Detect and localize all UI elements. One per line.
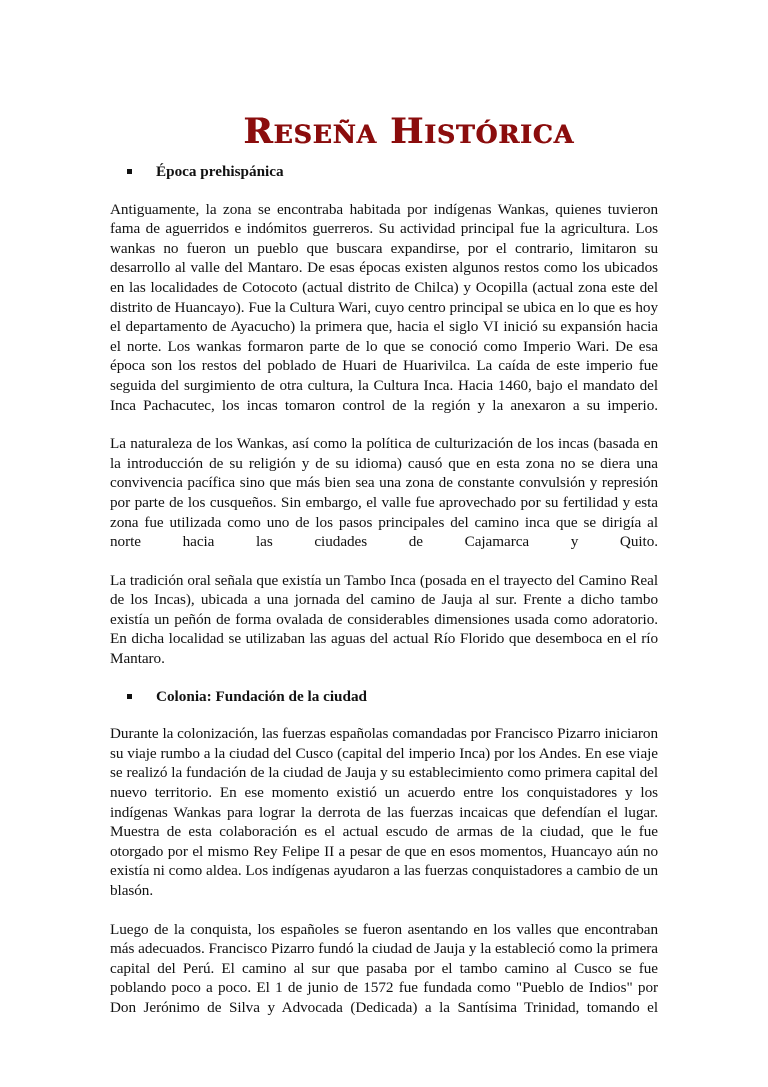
paragraph: Luego de la conquista, los españoles se fueron asentando en los valles que encontraban más adecuados. Francisco Pizarro fundó la ciudad de Jauja y la estableció como la primera capital del Perú. El camino al sur que pasaba por el tambo camino al Cusco se fue poblando poco a poco. El 1 de junio de 1572 fue fundada como "Pueblo de Indios" por Don Jerónimo de Silva y Advocada (Dedicada) a la Santísima Trinidad, tomando el — [110, 920, 658, 1016]
paragraph: Durante la colonización, las fuerzas españolas comandadas por Francisco Pizarro iniciaron su viaje rumbo a la ciudad del Cusco (capital del imperio Inca) por los Andes. En ese viaje se realizó la fundación de la ciudad de Jauja y su establecimiento como primera capital del nuevo territorio. En ese momento existió un acuerdo entre los conquistadores y los indígenas Wankas para lograr la derrota de las fuerzas incaicas que defendían el lugar. Muestra de esta colaboración es el actual escudo de armas de la ciudad, que le fue otorgado por el mismo Rey Felipe II a pesar de que en esos momentos, Huancayo aún no existía ni como aldea. Los indígenas ayudaron a las fuerzas conquistadores a cambio de un blasón. — [110, 725, 658, 899]
page-title: Reseña Histórica — [243, 111, 575, 152]
bullet-icon — [127, 169, 132, 174]
document-page — [110, 112, 658, 1018]
section-heading-prehispanic — [110, 162, 658, 182]
section-heading-label: Colonia: Fundación de la ciudad — [156, 687, 367, 705]
paragraph: Antiguamente, la zona se encontraba habitada por indígenas Wankas, quienes tuvieron fama de aguerridos e indómitos guerreros. Su actividad principal fue la agricultura. Los wankas no fueron un pueblo que buscara expandirse, por el contrario, limitaron su desarrollo al valle del Mantaro. De esas épocas existen algunos restos como los ubicados en las localidades de Cotocoto (actual distrito de Chilca) y Ocopilla (actual zona este del distrito de Huancayo). Fue la Cultura Wari, cuyo centro principal se ubica en lo que es hoy el departamento de Ayacucho) la primera que, hacia el siglo VI inició su expansión hacia el norte. Los wankas formaron parte de lo que se conoció como Imperio Wari. De esa época son los restos del poblado de Huari de Huarivilca. La caída de este imperio fue seguida del surgimiento de otra cultura, la Cultura Inca. Hacia 1460, bajo el mandato del Inca Pachacutec, los incas tomaron control de la región y la anexaron a su imperio. — [110, 200, 658, 414]
section-heading-label: Época prehispánica — [156, 163, 284, 180]
bullet-icon — [127, 694, 132, 699]
paragraph: La tradición oral señala que existía un Tambo Inca (posada en el trayecto del Camino Real de los Incas), ubicada a una jornada del camino de Jauja al sur. Frente a dicho tambo existía un peñón de forma ovalada de considerables dimensiones usada como adoratorio. En dicha localidad se utilizaban las aguas del actual Río Florido que desemboca en el río Mantaro. — [110, 571, 658, 668]
section-heading-colonia — [110, 687, 658, 707]
paragraph: La naturaleza de los Wankas, así como la política de culturización de los incas (basada en la introducción de su religión y de su idioma) causó que en esta zona no se diera una convivencia pacífica sino que más bien sea una zona de constante convulsión y represión por parte de los cusqueños. Sin embargo, el valle fue aprovechado por su fertilidad y esta zona fue utilizada como uno de los pasos principales del camino inca que se dirigía al norte hacia las ciudades de Cajamarca y Quito. — [110, 435, 658, 551]
